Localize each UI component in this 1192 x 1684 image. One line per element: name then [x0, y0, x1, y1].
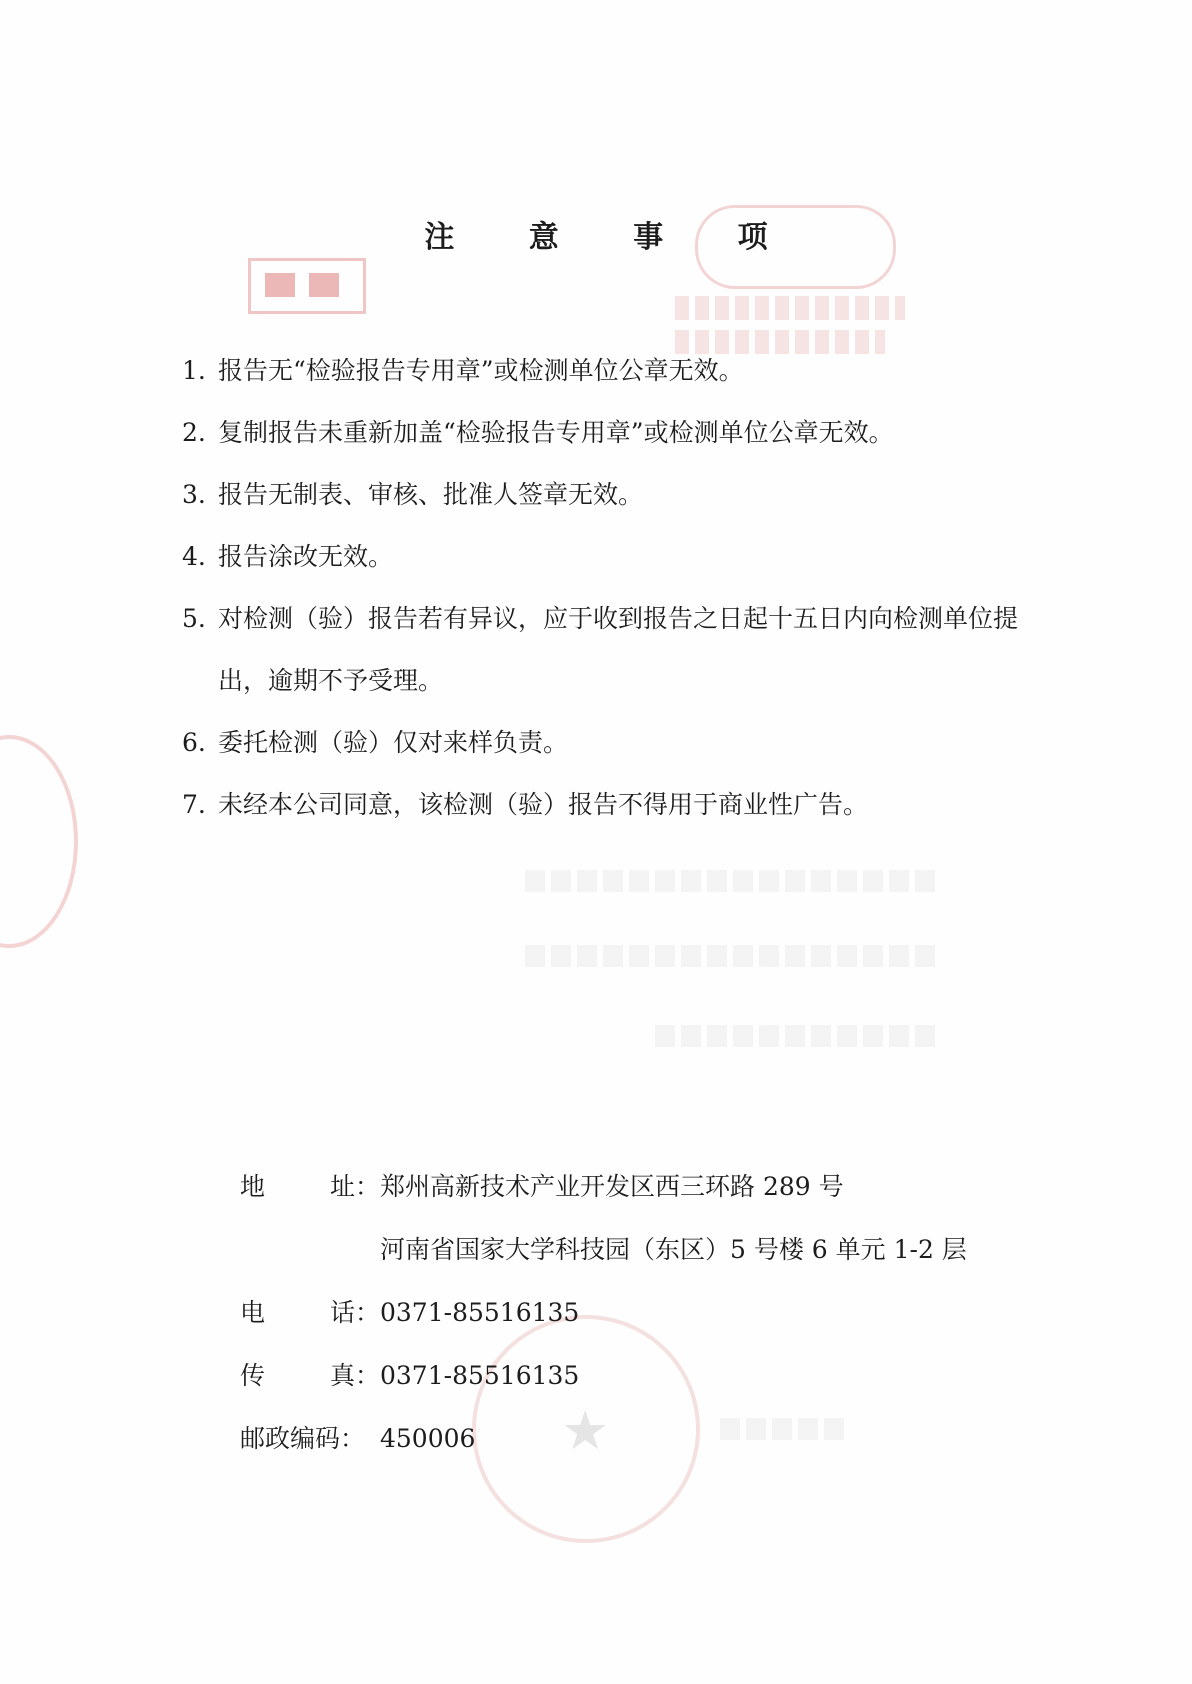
note-item: [182, 464, 1042, 526]
showthrough-text: [525, 945, 935, 967]
seal-star-icon: ★: [561, 1399, 610, 1462]
page-title: 注 意 事 项: [424, 220, 800, 255]
showthrough-text: [525, 870, 935, 892]
note-item: [182, 712, 1042, 774]
showthrough-text: [655, 1025, 935, 1047]
note-item: [182, 526, 1042, 588]
note-number: 2.: [182, 418, 206, 447]
address-row: [240, 1155, 1040, 1218]
phone-number: 0371-85516135: [380, 1298, 580, 1327]
original-copy-stamp-showthrough: [248, 258, 366, 314]
note-item: [182, 340, 1042, 402]
note-text: 复制报告未重新加盖“检验报告专用章”或检测单位公章无效。: [218, 418, 894, 447]
note-number: 6.: [182, 728, 206, 757]
note-item: [182, 402, 1042, 464]
address-line-2: 河南省国家大学科技园（东区）5 号楼 6 单元 1-2 层: [380, 1235, 967, 1264]
address-row-continued: [240, 1218, 1040, 1281]
postcode-row: [240, 1407, 1040, 1470]
note-number: 3.: [182, 480, 206, 509]
note-number: 7.: [182, 790, 206, 819]
contact-info: [240, 1155, 1040, 1470]
postcode-label: 邮政编码：: [240, 1424, 366, 1453]
address-line-1: 郑州高新技术产业开发区西三环路 289 号: [380, 1172, 844, 1201]
phone-label: 电 话：: [240, 1298, 380, 1327]
note-text: 报告无“检验报告专用章”或检测单位公章无效。: [218, 356, 744, 385]
note-text: 未经本公司同意，该检测（验）报告不得用于商业性广告。: [218, 790, 869, 819]
note-text: 报告涂改无效。: [218, 542, 394, 571]
postcode-value: 450006: [380, 1424, 476, 1453]
note-item: [182, 774, 1042, 836]
left-seal-showthrough: [0, 735, 78, 948]
note-number: 5.: [182, 604, 206, 633]
fax-row: [240, 1344, 1040, 1407]
note-text: 报告无制表、审核、批准人签章无效。: [218, 480, 644, 509]
note-text: 委托检测（验）仅对来样负责。: [218, 728, 569, 757]
note-text: 对检测（验）报告若有异议，应于收到报告之日起十五日内向检测单位提出，逾期不予受理。: [218, 604, 1019, 695]
phone-row: [240, 1281, 1040, 1344]
note-item: [182, 588, 1042, 712]
fax-number: 0371-85516135: [380, 1361, 580, 1390]
note-number: 4.: [182, 542, 206, 571]
address-label: 地 址：: [240, 1172, 380, 1201]
fax-label: 传 真：: [240, 1361, 380, 1390]
note-number: 1.: [182, 356, 206, 385]
notes-list: [182, 340, 1042, 836]
